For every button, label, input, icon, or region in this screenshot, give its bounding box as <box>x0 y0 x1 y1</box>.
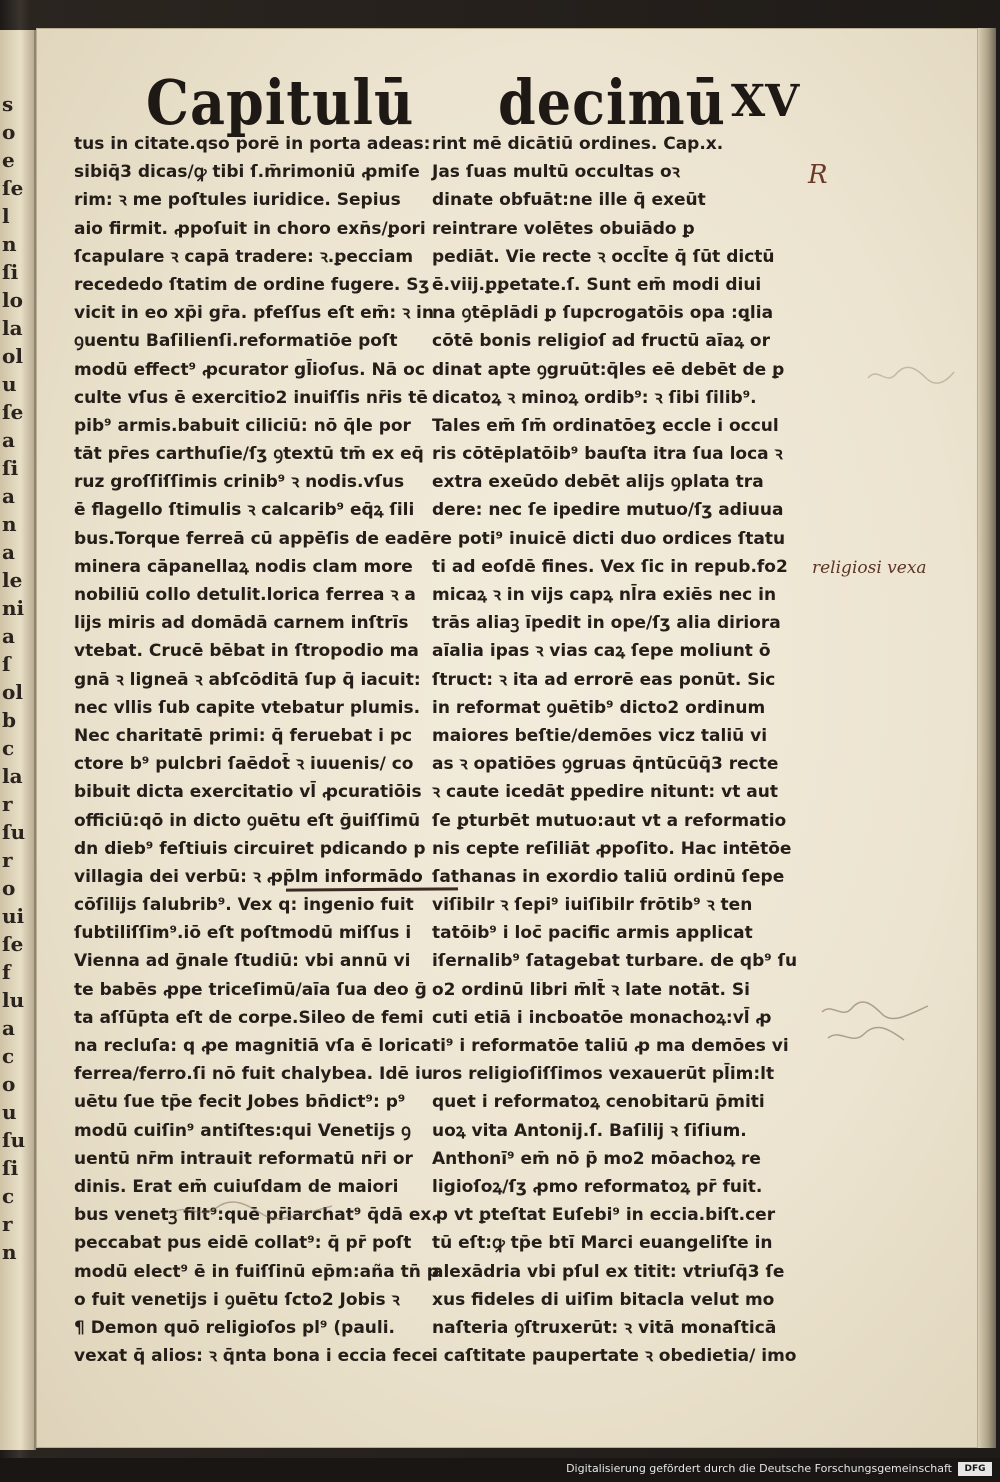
text-line: dere: nec ſe ipedire mutuo/ſʒ adiuua <box>432 500 784 521</box>
text-line: pediāt. Vie recte ꝛ occl̄te q̄ ſūt dictū <box>432 246 775 267</box>
text-line: dinate obfuāt:ne ille q̄ exeūt <box>432 190 706 211</box>
text-line: gnā ꝛ ligneā ꝛ abſcōditā ſup q̄ iacuit: <box>74 669 421 690</box>
text-line: dinat apte ꝯgruūt:q̄les eē debēt de ꝑ <box>432 359 785 380</box>
text-line: ti ad eoſdē fines. Vex ſic in repub.fo2 <box>432 556 788 577</box>
page-fore-edge <box>978 28 996 1448</box>
text-line: lijs miris ad domādā carnem inſtrīs <box>74 613 409 634</box>
folio-number: XV <box>731 76 800 127</box>
text-line: nec vllis ſub capite vtebatur plumis. <box>74 697 421 718</box>
text-line: maiores beſtie/demōes vicz taliū vi <box>432 725 768 746</box>
text-line: dicatoꝝ ꝛ minoꝝ ordib⁹: ꝛ ſibi ſilib⁹. <box>432 387 757 408</box>
text-line: bibuit dicta exercitatio vl̄ ꝓcuratiōis <box>74 782 422 803</box>
faint-marginal-scribble-lower <box>818 998 938 1058</box>
text-line: sibiq̄3 dicas/ꝙ tibi ſ.m̄rimoniū ꝓmiſe <box>74 162 420 183</box>
text-line: i caſtitate paupertate ꝛ obedietia/ imo <box>432 1346 797 1367</box>
text-line: villagia dei verbū: ꝛ ꝓp̄lm informādo <box>74 866 423 887</box>
text-line: bus.Torque ferreā cū appēſis de eadē <box>74 528 432 549</box>
running-head-middle: decimū <box>498 65 726 139</box>
text-line: peccabat pus eidē collat⁹: q̄ pr̄ poſt <box>74 1233 412 1254</box>
text-line: ſtruct: ꝛ ita ad errorē eas ponūt. Sic <box>432 669 776 690</box>
text-line: ſe ꝑturbēt mutuo:aut vt a reformatio <box>432 810 787 831</box>
text-line: uoꝝ vita Antonij.ſ. Baſilij ꝛ ſiſium. <box>432 1120 747 1141</box>
text-line: te babēs ꝓpe triceſimū/aīa ſua deo ḡ <box>74 979 427 1000</box>
text-line: alexādria vbi pſul ex titit: vtriuſq̄3 ſe <box>432 1261 785 1282</box>
text-line: culte vſus ē exercitio2 inuiſſis nr̄is tē <box>74 387 428 408</box>
text-line: ligioſoꝝ/ſʒ ꝓmo reformatoꝝ pr̄ fuit. <box>432 1176 763 1197</box>
text-line: extra exeūdo debēt alijs ꝯplata tra <box>432 472 764 493</box>
text-line: pib⁹ armis.babuit ciliciū: nō q̄le por <box>74 415 411 436</box>
text-line: uentū nr̄m intrauit reformatū nr̄i or <box>74 1148 413 1169</box>
text-line: vicit in eo xp̄i gr̄a. pfeſſus eſt em̄: ꝛ in <box>74 303 434 324</box>
faint-marginal-scribble <box>866 358 956 394</box>
text-line: ris cōtēplatōib⁹ bauſta itra ſua loca ꝛ <box>432 444 783 465</box>
text-line: ē.viij.ꝑꝑetate.ſ. Sunt em̄ modi diui <box>432 274 762 295</box>
previous-page-edge <box>0 30 36 1450</box>
running-head-left: Capitulū <box>146 65 415 139</box>
text-line: ros religioſiſſimos vexauerūt pl̄im:lt <box>432 1064 775 1085</box>
text-line: o2 ordinū libri m̄lt̄ ꝛ late notāt. Si <box>432 979 750 1000</box>
text-line: ctore b⁹ pulcbri ſaēdot̄ ꝛ iuuenis/ co <box>74 754 414 775</box>
faint-bottom-scribble <box>166 1196 336 1224</box>
text-line: officiū:qō in dicto ꝯuētu eſt ḡuiſſimū <box>74 810 421 831</box>
text-line: o fuit venetijs i ꝯuētu ſcto2 Jobis ꝛ <box>74 1289 400 1310</box>
text-line: aio firmit. ꝓpoſuit in choro exn̄s/ꝑori <box>74 218 426 239</box>
text-line: naſteria ꝯſtruxerūt: ꝛ vitā monaſticā <box>432 1317 777 1338</box>
text-line: minera cāpanellaꝝ nodis clam more <box>74 556 413 577</box>
text-line: ſcapulare ꝛ capā tradere: ꝛ.ꝑecciam <box>74 246 414 267</box>
text-line: tāt pr̄es carthuſie/ſʒ ꝯtextū tm̄ ex eq̄ <box>74 444 424 465</box>
text-line: ſubtiliſſim⁹.iō eſt poſtmodū miſſus i <box>74 923 412 944</box>
text-line: Anthonī⁹ em̄ nō p̄ mo2 mōachoꝝ re <box>432 1148 761 1169</box>
text-column-left <box>74 130 439 1370</box>
text-line: as ꝛ opatiōes ꝯgruas q̄ntūcūq̄3 recte <box>432 754 779 775</box>
text-line: vexat q̄ alios: ꝛ q̄nta bona i eccia fece <box>74 1346 434 1367</box>
text-line: Jas ſuas multū occultas oꝛ <box>432 162 680 183</box>
text-line: tū eſt:ꝙ tp̄e btī Marci euangeliſte in <box>432 1233 773 1254</box>
text-line: modū cuiſin⁹ antiſtes:qui Venetijs ꝯ <box>74 1120 411 1141</box>
text-line: rim: ꝛ me poſtules iuridice. Sepius <box>74 190 401 211</box>
text-line: ta aſſūpta eſt de corpe.Sileo de femi <box>74 1007 424 1028</box>
marginal-handwritten-note: religiosi vexa <box>812 558 927 578</box>
text-line: aīalia ipas ꝛ vias caꝝ ſepe moliunt ō <box>432 641 771 662</box>
text-line: ꝓ vt ꝑteſtat Euſebi⁹ in eccia.biſt.cer <box>432 1205 776 1226</box>
text-line: cōſilijs ſalubrib⁹. Vex q: ingenio fuit <box>74 895 414 916</box>
dfg-logo: DFG <box>958 1462 992 1476</box>
text-line: uētu ſue tp̄e fecit Jobes bn̄dict⁹: p⁹ <box>74 1092 406 1113</box>
text-line: re poti⁹ inuicē dicti duo ordices ſtatu <box>432 528 786 549</box>
text-line: ꝛ caute icedāt ꝑpedire nitunt: vt aut <box>432 782 778 803</box>
text-column-right <box>432 130 798 1370</box>
text-line: ti⁹ i reformatōe taliū ꝓ ma demōes vi <box>432 1036 789 1056</box>
text-line: recededo ſtatim de ordine fugere. Sʒ <box>74 274 430 295</box>
text-line: ē flagello ſtimulis ꝛ calcarib⁹ eq̄ꝝ ſili <box>74 500 415 521</box>
text-line: Vienna ad ḡnale ſtudiū: vbi annū vi <box>74 951 411 972</box>
text-line: xus fideles di uiſim bitacla velut mo <box>432 1289 775 1310</box>
text-line: vtebat. Crucē bēbat in ſtropodio ma <box>74 641 419 662</box>
text-line: modū effect⁹ ꝓcurator gl̄ioſus. Nā oc <box>74 359 425 380</box>
text-line: Nec charitatē primi: q̄ feruebat i pc <box>74 725 413 746</box>
text-line: ꝯuentu Baſilienſi.reformatiōe poſt <box>74 331 398 352</box>
text-line: rint mē dicātiū ordines. Cap.x. <box>432 134 724 154</box>
text-line: ¶ Demon quō religioſos pl⁹ (pauli. <box>74 1317 395 1338</box>
footer-credit-text: Digitalisierung gefördert durch die Deutsche Forschungsgemeinschaft <box>566 1462 952 1475</box>
text-line: tus in citate.qso porē in porta adeas: <box>74 134 431 154</box>
previous-page-text-fragments: s o e ſe l n ſi lo la ol u ſe a ſi a n a le ni a ſ ol b c la r ſu r o ui ſe f lu a c o u ſu ſi c r n <box>2 92 26 1264</box>
text-line: iſernalib⁹ ſatagebat turbare. de qb⁹ ſu <box>432 951 798 972</box>
text-line: dn dieb⁹ feſtiuis circuiret pdicando p <box>74 838 426 859</box>
text-line: ferrea/ferro.ſi nō fuit chalybea. Idē iu <box>74 1064 433 1085</box>
text-line: trās aliaꝫ īpedit in ope/ſʒ alia diriora <box>432 613 781 634</box>
text-line: micaꝝ ꝛ in vijs capꝝ nl̄ra exiēs nec in <box>432 585 777 605</box>
text-line: dinis. Erat em̄ cuiuſdam de maiori <box>74 1176 399 1197</box>
text-line: na ꝯtēplādi ꝑ ſupcrogatōis opa :ꝗlia <box>432 303 774 324</box>
text-line: cōtē bonis religioſ ad fructū aīaꝝ or <box>432 331 770 352</box>
text-line: ſathanas in exordio taliū ordinū ſepe <box>432 866 785 887</box>
text-line: bus venetꝫ filt⁹:quē pr̄iarchat⁹ q̄dā ex <box>74 1205 432 1226</box>
text-line: nis cepte reſiliāt ꝓpoſito. Hac intētōe <box>432 838 792 859</box>
book-page <box>36 28 978 1448</box>
text-line: Tales em̄ ſm̄ ordinatōeʒ eccle i occul <box>432 415 779 436</box>
text-line: viſibilr ꝛ ſepi⁹ iuiſibilr frōtib⁹ ꝛ ten <box>432 895 753 916</box>
text-line: modū elect⁹ ē in fuiſſinū ep̄m:aña tn̄ p <box>74 1261 439 1282</box>
text-line: ruz groſſiſſimis crinib⁹ ꝛ nodis.vſus <box>74 472 405 493</box>
text-line: in reformat ꝯuētib⁹ dicto2 ordinum <box>432 697 766 718</box>
text-line: nobiliū collo detulit.lorica ferrea ꝛ a <box>74 585 416 605</box>
text-line: reintrare volētes obuiādo ꝑ <box>432 218 695 239</box>
text-line: tatōib⁹ i loc̄ pacific armis applicat <box>432 923 753 944</box>
text-line: quet i reformatoꝝ cenobitarū p̄miti <box>432 1092 765 1113</box>
marginal-letter: R <box>808 160 828 190</box>
text-line: cuti etiā i incboatōe monachoꝝ:vl̄ ꝓ <box>432 1007 772 1028</box>
text-line: na recluſa: q ꝓe magnitiā vſa ē lorica <box>74 1036 432 1056</box>
